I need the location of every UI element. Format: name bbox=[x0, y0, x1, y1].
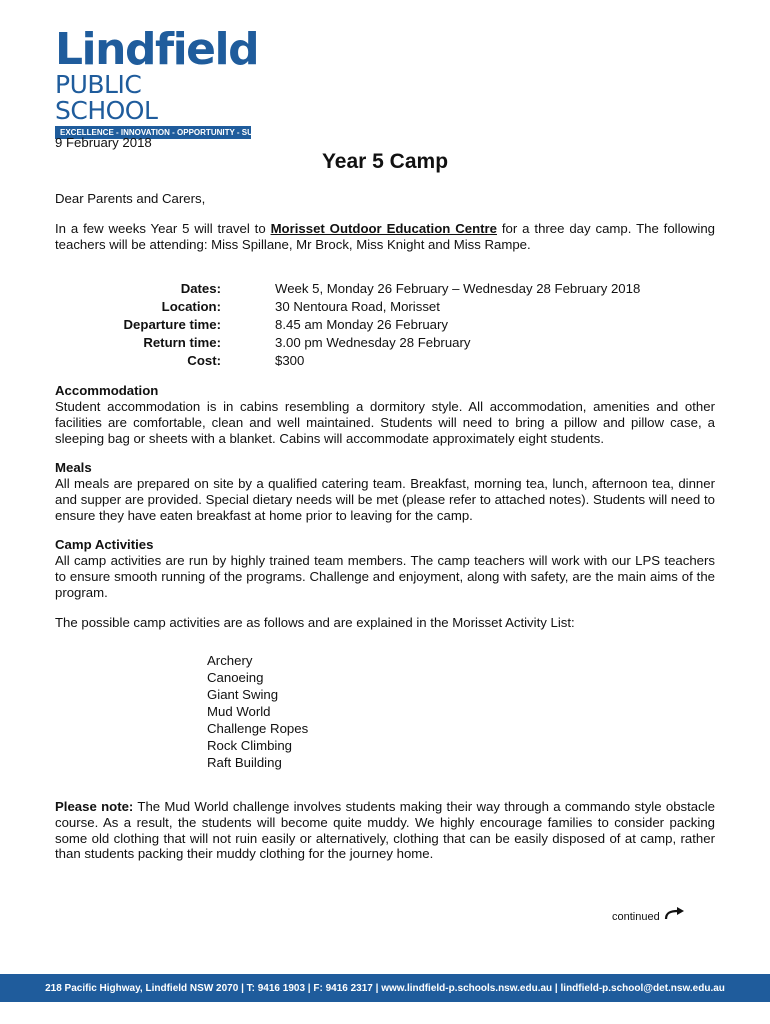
details-row-dates bbox=[55, 280, 640, 298]
list-item: Canoeing bbox=[207, 670, 264, 685]
logo-motto: EXCELLENCE - INNOVATION - OPPORTUNITY - SUCCESS bbox=[55, 126, 251, 139]
letter-title: Year 5 Camp bbox=[321, 150, 449, 173]
details-row-departure bbox=[55, 316, 640, 334]
list-item: Raft Building bbox=[207, 755, 282, 770]
details-value: 3.00 pm Wednesday 28 February bbox=[275, 335, 471, 350]
note-text: The Mud World challenge involves students making their way through a commando style obstacle course. As a result, the students will become quite muddy. We highly encourage families to consider packing some old clothing that will not ruin easily or alternatively, clothing that can be easily disposed of at camp, rather than students packing their muddy clothing for the journey home. bbox=[55, 799, 715, 862]
logo-name: Lindfield bbox=[55, 24, 259, 75]
accommodation-heading: Accommodation bbox=[55, 383, 159, 398]
details-label: Departure time: bbox=[123, 317, 221, 332]
footer-contact: 218 Pacific Highway, Lindfield NSW 2070 | T: 9416 1903 | F: 9416 2317 | www.lindfield-p.schools.nsw.edu.au | lindfield-p.school@det.nsw.edu.au bbox=[45, 982, 725, 994]
details-label: Return time: bbox=[143, 335, 221, 350]
details-row-location bbox=[55, 298, 640, 316]
activity-list bbox=[207, 652, 308, 771]
details-row-return bbox=[55, 334, 640, 352]
details-value: Week 5, Monday 26 February – Wednesday 28 February 2018 bbox=[275, 281, 641, 296]
list-item: Archery bbox=[207, 653, 253, 668]
continued-indicator bbox=[612, 911, 686, 923]
intro-text-before: In a few weeks Year 5 will travel to bbox=[55, 221, 271, 236]
camp-activities-text: All camp activities are run by highly trained team members. The camp teachers will work with our LPS teachers to ensure smooth running of the programs. Challenge and enjoyment, along with safety, are the main aims of the program. bbox=[55, 553, 715, 600]
letter-date: 9 February 2018 bbox=[55, 135, 152, 150]
camp-activities-section bbox=[55, 537, 715, 600]
greeting: Dear Parents and Carers, bbox=[55, 191, 206, 206]
meals-text: All meals are prepared on site by a qualified catering team. Breakfast, morning tea, lunch, afternoon tea, dinner and supper are provided. Special dietary needs will be met (please refer to attached notes). Students will need to ensure they have eaten breakfast at home prior to leaving for the camp. bbox=[55, 476, 715, 523]
accommodation-section bbox=[55, 383, 715, 446]
meals-heading: Meals bbox=[55, 460, 92, 475]
school-logo bbox=[55, 24, 281, 139]
continued-label: continued bbox=[612, 911, 660, 923]
meals-section bbox=[55, 460, 715, 523]
details-label: Cost: bbox=[187, 353, 221, 368]
arrow-right-icon bbox=[664, 906, 686, 920]
details-label: Location: bbox=[161, 299, 221, 314]
list-item: Giant Swing bbox=[207, 687, 279, 702]
list-item: Mud World bbox=[207, 704, 271, 719]
details-value: 8.45 am Monday 26 February bbox=[275, 317, 448, 332]
camp-details bbox=[55, 280, 640, 370]
please-note-paragraph bbox=[55, 799, 715, 862]
activities-intro bbox=[55, 615, 715, 631]
activities-intro-text: The possible camp activities are as follows and are explained in the Morisset Activity List: bbox=[55, 615, 575, 630]
details-label: Dates: bbox=[180, 281, 221, 296]
details-row-cost bbox=[55, 352, 640, 370]
footer-bar bbox=[0, 974, 770, 1002]
camp-activities-heading: Camp Activities bbox=[55, 537, 154, 552]
intro-paragraph bbox=[55, 221, 715, 253]
list-item: Rock Climbing bbox=[207, 738, 293, 753]
details-value: $300 bbox=[275, 353, 305, 368]
accommodation-text: Student accommodation is in cabins resembling a dormitory style. All accommodation, amenities and other facilities are comfortable, clean and well maintained. Students will need to bring a pillow and pillow case, a sleeping bag or sheets with a blanket. Cabins will accommodate approximately eight students. bbox=[55, 399, 715, 446]
venue-name: Morisset Outdoor Education Centre bbox=[270, 221, 497, 236]
note-label: Please note: bbox=[55, 799, 134, 814]
logo-subtitle: PUBLIC SCHOOL bbox=[55, 70, 158, 125]
intro-text-after: for a three day camp. The following teachers will be attending: Miss Spillane, Mr Brock, Miss Knight and Miss Rampe. bbox=[55, 221, 715, 252]
details-value: 30 Nentoura Road, Morisset bbox=[275, 299, 440, 314]
list-item: Challenge Ropes bbox=[207, 721, 309, 736]
